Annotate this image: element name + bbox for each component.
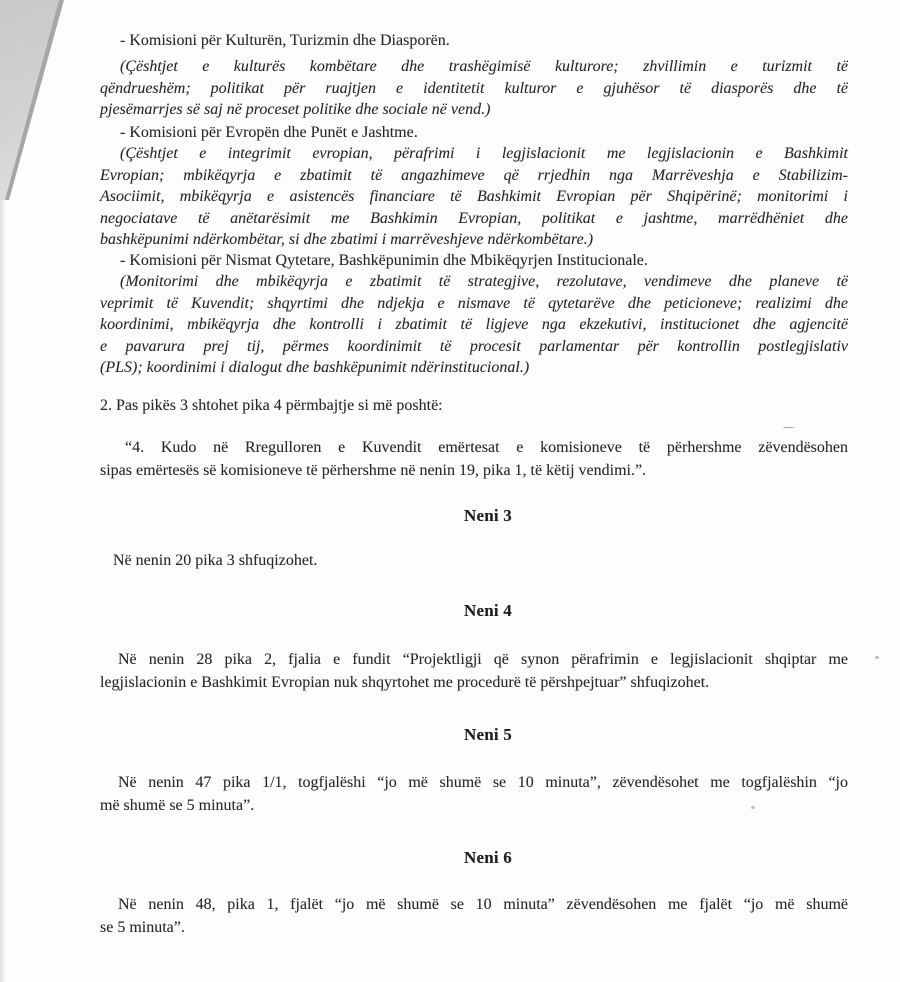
point-2-text: 2. Pas pikës 3 shtohet pika 4 përmbajtje si më poshtë: <box>100 397 443 414</box>
description-line: (Çështjet e kulturës kombëtare dhe trashëgimisë kulturore; zhvillimin e turizmit të <box>120 58 848 75</box>
description-line: qëndrueshëm; politikat për ruajtjen e identitetit kulturor e gjuhësor të diasporës dhe të <box>100 79 848 97</box>
article-heading-neni-3: Neni 3 <box>464 506 512 525</box>
article-3-text: Në nenin 20 pika 3 shfuqizohet. <box>113 552 318 569</box>
commission-item-europe: - Komisioni për Evropën dhe Punët e Jashtme. <box>120 124 418 141</box>
article-line: Në nenin 48, pika 1, fjalët “jo më shumë se 10 minuta” zëvendësohen me fjalët “jo më shumë <box>118 896 848 913</box>
commission-description-culture <box>100 56 848 121</box>
description-line: e pavarura prej tij, përmes koordinimit të procesit parlamentar për kontrollin postlegjislativ <box>100 337 848 355</box>
article-heading-neni-6: Neni 6 <box>464 848 512 867</box>
commission-item-civic-initiatives: - Komisioni për Nismat Qytetare, Bashkëpunimin dhe Mbikëqyrjen Institucionale. <box>120 252 648 269</box>
quoted-point-4 <box>100 436 848 482</box>
commission-item-culture: - Komisioni për Kulturën, Turizmin dhe Diasporën. <box>120 32 450 49</box>
description-line: koordinimi, mbikëqyrja dhe kontrolli i zbatimit të ligjeve nga ekzekutivi, institucionet dhe agjencitë <box>100 316 848 333</box>
description-line: negociatave të anëtarësimit me Bashkimin Evropian, politikat e jashtme, marrëdhëniet dhe <box>100 209 848 227</box>
article-6-text <box>100 893 848 939</box>
article-line: se 5 minuta”. <box>100 919 185 936</box>
article-line: Në nenin 47 pika 1/1, togfjalëshi “jo më shumë se 10 minuta”, zëvendësohet me togfjalëshin “jo <box>118 774 848 791</box>
commission-description-civic-initiatives <box>100 271 848 379</box>
description-line: Asociimit, mbikëqyrja e asistencës financiare të Bashkimit Evropian për Shqipërinë; monitorimi i <box>100 188 848 205</box>
scan-speck <box>875 656 879 659</box>
quote-line: “4. Kudo në Rregulloren e Kuvendit emërtesat e komisioneve të përhershme zëvendësohen <box>125 439 848 456</box>
description-line: (Monitorimi dhe mbikëqyrja e zbatimit të strategjive, rezolutave, vendimeve dhe planeve të <box>120 273 848 290</box>
article-line: legjislacionin e Bashkimit Evropian nuk shqyrtohet me procedurë të përshpejtuar” shfuqizohet. <box>100 674 710 691</box>
description-line: pjesëmarrjes së saj në proceset politike dhe sociale në vend.) <box>100 101 491 118</box>
quote-line: sipas emërtesës së komisioneve të përhershme në nenin 19, pika 1, të këtij vendimi.”. <box>100 462 647 479</box>
article-heading-neni-4: Neni 4 <box>464 601 512 620</box>
article-line: Në nenin 28 pika 2, fjalia e fundit “Projektligji që synon përafrimin e legjislacionit shqiptar me <box>118 651 848 668</box>
ink-smudge-artifact: ~~ <box>783 422 793 433</box>
article-5-text <box>100 771 848 817</box>
article-heading-neni-5: Neni 5 <box>464 725 512 744</box>
description-line: (PLS); koordinimi i dialogut dhe bashkëpunimit ndërinstitucional.) <box>100 359 530 376</box>
description-line: veprimit të Kuvendit; shqyrtimi dhe ndjekja e nismave të qytetarëve dhe peticioneve; realizimi dhe <box>100 294 848 312</box>
description-line: Evropian; mbikëqyrja e zbatimit të angazhimeve që rrjedhin nga Marrëveshja e Stabilizim- <box>100 166 848 184</box>
description-line: (Çështjet e integrimit evropian, përafrimi i legjislacionit me legjislacionin e Bashkimit <box>120 145 848 162</box>
article-line: më shumë se 5 minuta”. <box>100 797 255 814</box>
article-4-text <box>100 648 848 694</box>
description-line: bashkëpunimi ndërkombëtar, si dhe zbatimi i marrëveshjeve ndërkombëtare.) <box>100 231 594 248</box>
commission-description-europe <box>100 143 848 251</box>
scan-speck <box>751 806 755 809</box>
